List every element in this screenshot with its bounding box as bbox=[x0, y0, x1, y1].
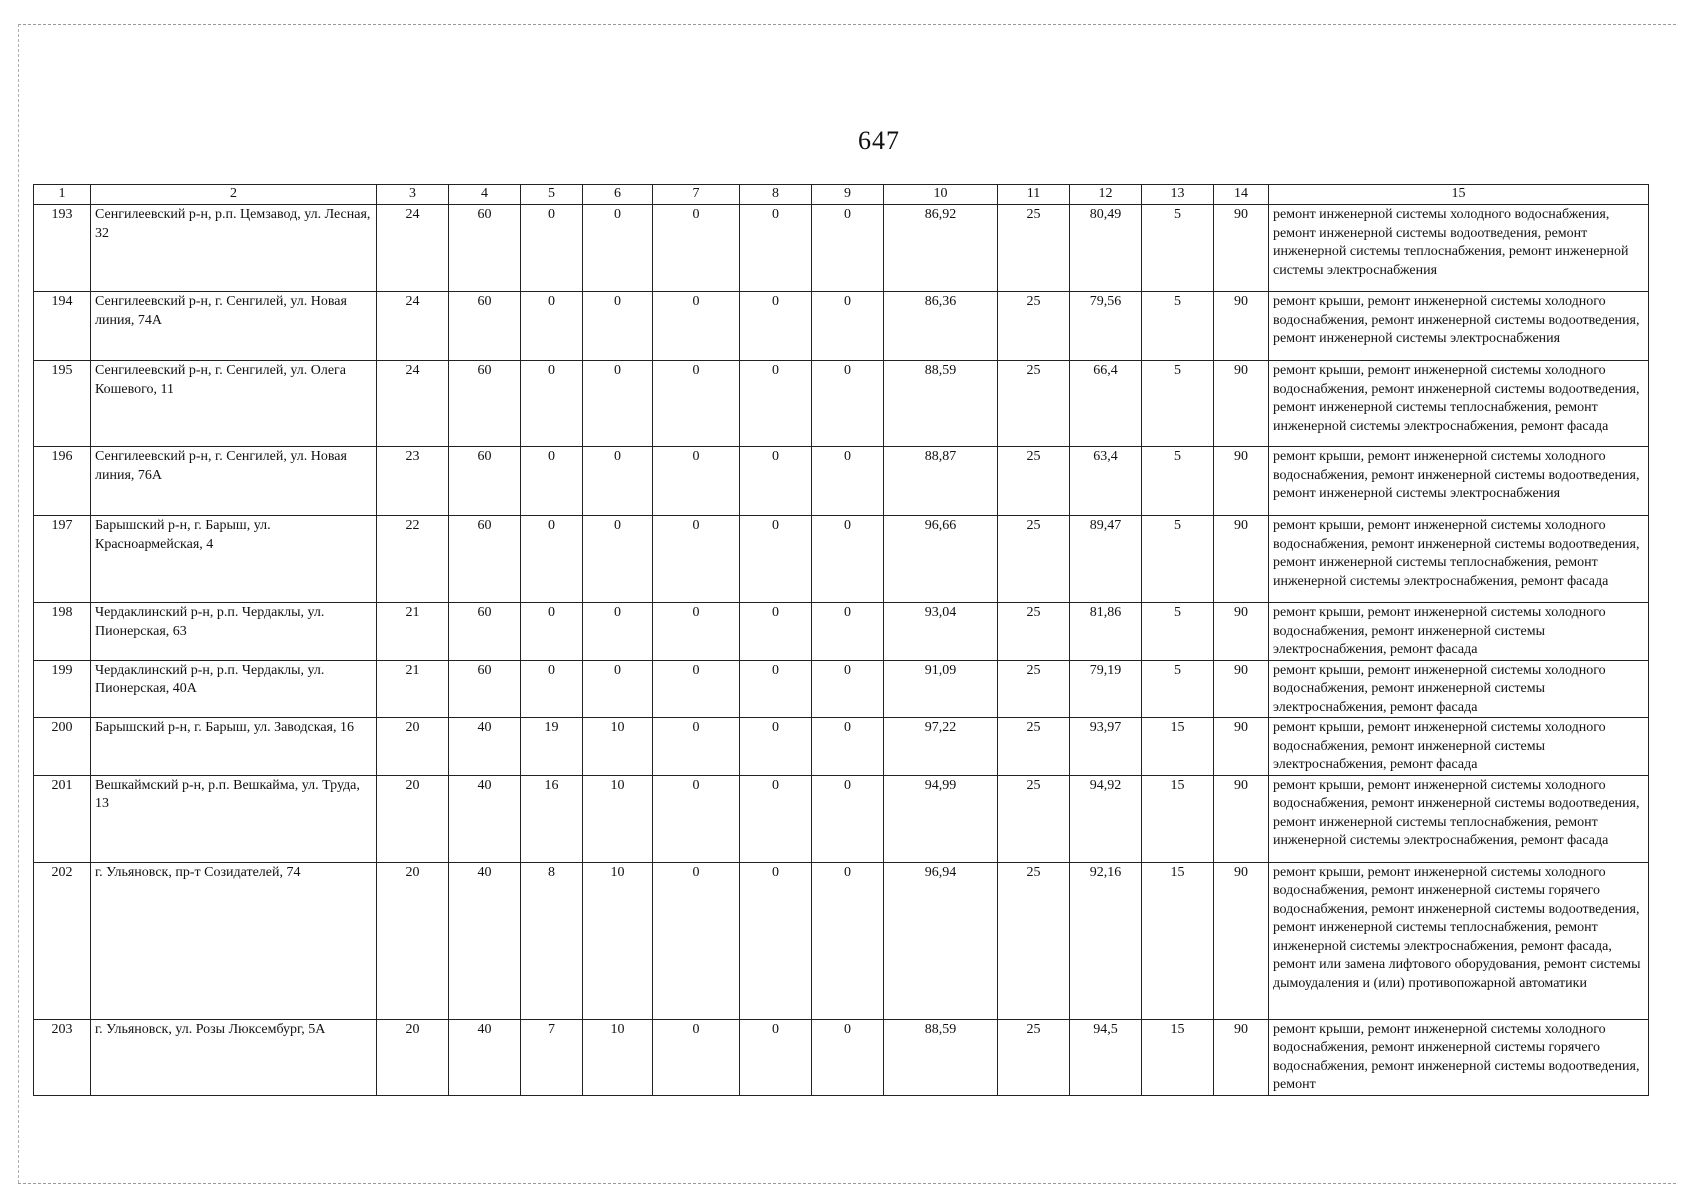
column-header: 1 bbox=[34, 185, 91, 205]
value-cell-4: 60 bbox=[449, 361, 521, 447]
value-cell-9: 0 bbox=[812, 862, 884, 1019]
table-row bbox=[34, 775, 1649, 862]
column-header: 11 bbox=[998, 185, 1070, 205]
works-cell: ремонт крыши, ремонт инженерной системы холодного водоснабжения, ремонт инженерной системы водоотведения, ремонт инженерной системы теплоснабжения, ремонт инженерной системы электроснабжения, ремонт фасада bbox=[1269, 516, 1649, 603]
value-cell-9: 0 bbox=[812, 775, 884, 862]
works-cell: ремонт крыши, ремонт инженерной системы холодного водоснабжения, ремонт инженерной системы горячего водоснабжения, ремонт инженерной системы водоотведения, ремонт bbox=[1269, 1019, 1649, 1095]
value-cell-10: 94,99 bbox=[884, 775, 998, 862]
value-cell-11: 25 bbox=[998, 292, 1070, 361]
value-cell-9: 0 bbox=[812, 292, 884, 361]
address-cell: Вешкаймский р-н, р.п. Вешкайма, ул. Труда, 13 bbox=[91, 775, 377, 862]
value-cell-10: 96,66 bbox=[884, 516, 998, 603]
table-row bbox=[34, 862, 1649, 1019]
value-cell-14: 90 bbox=[1214, 361, 1269, 447]
value-cell-14: 90 bbox=[1214, 775, 1269, 862]
value-cell-5: 19 bbox=[521, 718, 583, 776]
column-header: 2 bbox=[91, 185, 377, 205]
value-cell-9: 0 bbox=[812, 1019, 884, 1095]
value-cell-10: 86,36 bbox=[884, 292, 998, 361]
value-cell-7: 0 bbox=[653, 1019, 740, 1095]
value-cell-14: 90 bbox=[1214, 660, 1269, 718]
column-header: 13 bbox=[1142, 185, 1214, 205]
value-cell-12: 79,56 bbox=[1070, 292, 1142, 361]
value-cell-10: 86,92 bbox=[884, 205, 998, 292]
value-cell-5: 0 bbox=[521, 660, 583, 718]
column-header: 14 bbox=[1214, 185, 1269, 205]
page-number: 647 bbox=[858, 126, 900, 155]
scan-frame-bottom bbox=[18, 1183, 1676, 1184]
value-cell-7: 0 bbox=[653, 775, 740, 862]
value-cell-8: 0 bbox=[740, 660, 812, 718]
column-header: 8 bbox=[740, 185, 812, 205]
value-cell-10: 97,22 bbox=[884, 718, 998, 776]
value-cell-8: 0 bbox=[740, 718, 812, 776]
value-cell-11: 25 bbox=[998, 775, 1070, 862]
value-cell-3: 24 bbox=[377, 205, 449, 292]
value-cell-11: 25 bbox=[998, 1019, 1070, 1095]
value-cell-3: 20 bbox=[377, 862, 449, 1019]
value-cell-8: 0 bbox=[740, 775, 812, 862]
value-cell-11: 25 bbox=[998, 660, 1070, 718]
value-cell-11: 25 bbox=[998, 862, 1070, 1019]
value-cell-12: 89,47 bbox=[1070, 516, 1142, 603]
column-header: 10 bbox=[884, 185, 998, 205]
value-cell-4: 40 bbox=[449, 862, 521, 1019]
value-cell-13: 5 bbox=[1142, 447, 1214, 516]
value-cell-8: 0 bbox=[740, 516, 812, 603]
value-cell-12: 94,5 bbox=[1070, 1019, 1142, 1095]
scan-frame-left bbox=[18, 24, 19, 1183]
address-cell: Барышский р-н, г. Барыш, ул. Заводская, 16 bbox=[91, 718, 377, 776]
value-cell-7: 0 bbox=[653, 205, 740, 292]
works-cell: ремонт крыши, ремонт инженерной системы холодного водоснабжения, ремонт инженерной системы электроснабжения, ремонт фасада bbox=[1269, 718, 1649, 776]
value-cell-5: 0 bbox=[521, 603, 583, 661]
value-cell-11: 25 bbox=[998, 516, 1070, 603]
address-cell: Сенгилеевский р-н, р.п. Цемзавод, ул. Лесная, 32 bbox=[91, 205, 377, 292]
column-header: 4 bbox=[449, 185, 521, 205]
table-row bbox=[34, 447, 1649, 516]
value-cell-10: 88,59 bbox=[884, 1019, 998, 1095]
column-header: 5 bbox=[521, 185, 583, 205]
value-cell-7: 0 bbox=[653, 292, 740, 361]
address-cell: Сенгилеевский р-н, г. Сенгилей, ул. Новая линия, 76А bbox=[91, 447, 377, 516]
value-cell-10: 93,04 bbox=[884, 603, 998, 661]
value-cell-7: 0 bbox=[653, 862, 740, 1019]
value-cell-13: 15 bbox=[1142, 718, 1214, 776]
value-cell-13: 5 bbox=[1142, 603, 1214, 661]
column-header: 9 bbox=[812, 185, 884, 205]
value-cell-4: 60 bbox=[449, 660, 521, 718]
value-cell-5: 8 bbox=[521, 862, 583, 1019]
value-cell-6: 0 bbox=[583, 516, 653, 603]
works-cell: ремонт крыши, ремонт инженерной системы холодного водоснабжения, ремонт инженерной системы водоотведения, ремонт инженерной системы электроснабжения bbox=[1269, 447, 1649, 516]
value-cell-5: 7 bbox=[521, 1019, 583, 1095]
value-cell-8: 0 bbox=[740, 1019, 812, 1095]
value-cell-5: 0 bbox=[521, 205, 583, 292]
value-cell-5: 0 bbox=[521, 292, 583, 361]
value-cell-8: 0 bbox=[740, 205, 812, 292]
value-cell-6: 10 bbox=[583, 775, 653, 862]
table-row bbox=[34, 718, 1649, 776]
address-cell: Чердаклинский р-н, р.п. Чердаклы, ул. Пионерская, 63 bbox=[91, 603, 377, 661]
table-row bbox=[34, 603, 1649, 661]
row-number-cell: 203 bbox=[34, 1019, 91, 1095]
value-cell-13: 5 bbox=[1142, 292, 1214, 361]
value-cell-13: 5 bbox=[1142, 660, 1214, 718]
value-cell-10: 88,59 bbox=[884, 361, 998, 447]
value-cell-5: 0 bbox=[521, 447, 583, 516]
value-cell-3: 20 bbox=[377, 718, 449, 776]
row-number-cell: 197 bbox=[34, 516, 91, 603]
row-number-cell: 202 bbox=[34, 862, 91, 1019]
value-cell-6: 0 bbox=[583, 205, 653, 292]
value-cell-13: 5 bbox=[1142, 205, 1214, 292]
row-number-cell: 198 bbox=[34, 603, 91, 661]
value-cell-7: 0 bbox=[653, 447, 740, 516]
table-row bbox=[34, 361, 1649, 447]
column-header: 12 bbox=[1070, 185, 1142, 205]
value-cell-3: 21 bbox=[377, 660, 449, 718]
value-cell-7: 0 bbox=[653, 603, 740, 661]
value-cell-11: 25 bbox=[998, 718, 1070, 776]
value-cell-14: 90 bbox=[1214, 718, 1269, 776]
value-cell-14: 90 bbox=[1214, 516, 1269, 603]
scan-frame-top bbox=[18, 24, 1676, 25]
header-row bbox=[34, 185, 1649, 205]
value-cell-14: 90 bbox=[1214, 862, 1269, 1019]
value-cell-10: 96,94 bbox=[884, 862, 998, 1019]
value-cell-7: 0 bbox=[653, 516, 740, 603]
table-row bbox=[34, 516, 1649, 603]
address-cell: Барышский р-н, г. Барыш, ул. Красноармейская, 4 bbox=[91, 516, 377, 603]
value-cell-3: 24 bbox=[377, 361, 449, 447]
value-cell-11: 25 bbox=[998, 603, 1070, 661]
works-cell: ремонт крыши, ремонт инженерной системы холодного водоснабжения, ремонт инженерной системы водоотведения, ремонт инженерной системы электроснабжения bbox=[1269, 292, 1649, 361]
value-cell-8: 0 bbox=[740, 361, 812, 447]
value-cell-6: 0 bbox=[583, 361, 653, 447]
value-cell-14: 90 bbox=[1214, 603, 1269, 661]
value-cell-4: 60 bbox=[449, 516, 521, 603]
row-number-cell: 195 bbox=[34, 361, 91, 447]
row-number-cell: 201 bbox=[34, 775, 91, 862]
value-cell-14: 90 bbox=[1214, 1019, 1269, 1095]
value-cell-12: 93,97 bbox=[1070, 718, 1142, 776]
row-number-cell: 200 bbox=[34, 718, 91, 776]
value-cell-6: 0 bbox=[583, 660, 653, 718]
value-cell-13: 15 bbox=[1142, 775, 1214, 862]
value-cell-8: 0 bbox=[740, 447, 812, 516]
value-cell-13: 5 bbox=[1142, 516, 1214, 603]
value-cell-3: 20 bbox=[377, 775, 449, 862]
value-cell-3: 21 bbox=[377, 603, 449, 661]
row-number-cell: 196 bbox=[34, 447, 91, 516]
value-cell-14: 90 bbox=[1214, 205, 1269, 292]
value-cell-14: 90 bbox=[1214, 292, 1269, 361]
column-header: 15 bbox=[1269, 185, 1649, 205]
value-cell-9: 0 bbox=[812, 447, 884, 516]
repair-program-table bbox=[33, 184, 1649, 1096]
value-cell-9: 0 bbox=[812, 603, 884, 661]
value-cell-10: 88,87 bbox=[884, 447, 998, 516]
value-cell-9: 0 bbox=[812, 205, 884, 292]
value-cell-4: 60 bbox=[449, 292, 521, 361]
value-cell-5: 16 bbox=[521, 775, 583, 862]
value-cell-8: 0 bbox=[740, 603, 812, 661]
works-cell: ремонт крыши, ремонт инженерной системы холодного водоснабжения, ремонт инженерной системы горячего водоснабжения, ремонт инженерной системы водоотведения, ремонт инженерной системы теплоснабжения, ремонт инженерной системы электроснабжения, ремонт фасада, ремонт или замена лифтового оборудования, ремонт системы дымоудаления и (или) противопожарной автоматики bbox=[1269, 862, 1649, 1019]
value-cell-8: 0 bbox=[740, 862, 812, 1019]
value-cell-11: 25 bbox=[998, 447, 1070, 516]
value-cell-4: 60 bbox=[449, 205, 521, 292]
table-row bbox=[34, 1019, 1649, 1095]
value-cell-11: 25 bbox=[998, 361, 1070, 447]
value-cell-13: 15 bbox=[1142, 1019, 1214, 1095]
value-cell-3: 20 bbox=[377, 1019, 449, 1095]
value-cell-9: 0 bbox=[812, 718, 884, 776]
works-cell: ремонт крыши, ремонт инженерной системы холодного водоснабжения, ремонт инженерной системы водоотведения, ремонт инженерной системы теплоснабжения, ремонт инженерной системы электроснабжения, ремонт фасада bbox=[1269, 361, 1649, 447]
value-cell-10: 91,09 bbox=[884, 660, 998, 718]
value-cell-6: 10 bbox=[583, 1019, 653, 1095]
address-cell: Сенгилеевский р-н, г. Сенгилей, ул. Новая линия, 74А bbox=[91, 292, 377, 361]
value-cell-13: 15 bbox=[1142, 862, 1214, 1019]
value-cell-3: 24 bbox=[377, 292, 449, 361]
value-cell-12: 63,4 bbox=[1070, 447, 1142, 516]
value-cell-6: 10 bbox=[583, 862, 653, 1019]
value-cell-12: 92,16 bbox=[1070, 862, 1142, 1019]
value-cell-9: 0 bbox=[812, 516, 884, 603]
value-cell-6: 0 bbox=[583, 603, 653, 661]
column-header: 3 bbox=[377, 185, 449, 205]
value-cell-12: 66,4 bbox=[1070, 361, 1142, 447]
column-header: 6 bbox=[583, 185, 653, 205]
works-cell: ремонт крыши, ремонт инженерной системы холодного водоснабжения, ремонт инженерной системы электроснабжения, ремонт фасада bbox=[1269, 603, 1649, 661]
value-cell-6: 10 bbox=[583, 718, 653, 776]
works-cell: ремонт крыши, ремонт инженерной системы холодного водоснабжения, ремонт инженерной системы электроснабжения, ремонт фасада bbox=[1269, 660, 1649, 718]
value-cell-9: 0 bbox=[812, 361, 884, 447]
works-cell: ремонт инженерной системы холодного водоснабжения, ремонт инженерной системы водоотведения, ремонт инженерной системы теплоснабжения, ремонт инженерной системы электроснабжения bbox=[1269, 205, 1649, 292]
works-cell: ремонт крыши, ремонт инженерной системы холодного водоснабжения, ремонт инженерной системы водоотведения, ремонт инженерной системы теплоснабжения, ремонт инженерной системы электроснабжения, ремонт фасада bbox=[1269, 775, 1649, 862]
value-cell-12: 81,86 bbox=[1070, 603, 1142, 661]
value-cell-4: 60 bbox=[449, 447, 521, 516]
row-number-cell: 193 bbox=[34, 205, 91, 292]
value-cell-7: 0 bbox=[653, 660, 740, 718]
value-cell-13: 5 bbox=[1142, 361, 1214, 447]
value-cell-12: 79,19 bbox=[1070, 660, 1142, 718]
value-cell-4: 40 bbox=[449, 718, 521, 776]
value-cell-5: 0 bbox=[521, 361, 583, 447]
value-cell-9: 0 bbox=[812, 660, 884, 718]
value-cell-6: 0 bbox=[583, 447, 653, 516]
table-body bbox=[34, 205, 1649, 1096]
row-number-cell: 199 bbox=[34, 660, 91, 718]
value-cell-7: 0 bbox=[653, 361, 740, 447]
address-cell: Чердаклинский р-н, р.п. Чердаклы, ул. Пионерская, 40А bbox=[91, 660, 377, 718]
column-header: 7 bbox=[653, 185, 740, 205]
address-cell: г. Ульяновск, ул. Розы Люксембург, 5А bbox=[91, 1019, 377, 1095]
value-cell-12: 94,92 bbox=[1070, 775, 1142, 862]
table-row bbox=[34, 292, 1649, 361]
table-row bbox=[34, 205, 1649, 292]
value-cell-3: 22 bbox=[377, 516, 449, 603]
value-cell-7: 0 bbox=[653, 718, 740, 776]
value-cell-5: 0 bbox=[521, 516, 583, 603]
value-cell-4: 60 bbox=[449, 603, 521, 661]
value-cell-12: 80,49 bbox=[1070, 205, 1142, 292]
value-cell-11: 25 bbox=[998, 205, 1070, 292]
row-number-cell: 194 bbox=[34, 292, 91, 361]
value-cell-3: 23 bbox=[377, 447, 449, 516]
value-cell-8: 0 bbox=[740, 292, 812, 361]
address-cell: г. Ульяновск, пр-т Созидателей, 74 bbox=[91, 862, 377, 1019]
table-row bbox=[34, 660, 1649, 718]
value-cell-6: 0 bbox=[583, 292, 653, 361]
value-cell-14: 90 bbox=[1214, 447, 1269, 516]
value-cell-4: 40 bbox=[449, 1019, 521, 1095]
address-cell: Сенгилеевский р-н, г. Сенгилей, ул. Олега Кошевого, 11 bbox=[91, 361, 377, 447]
value-cell-4: 40 bbox=[449, 775, 521, 862]
